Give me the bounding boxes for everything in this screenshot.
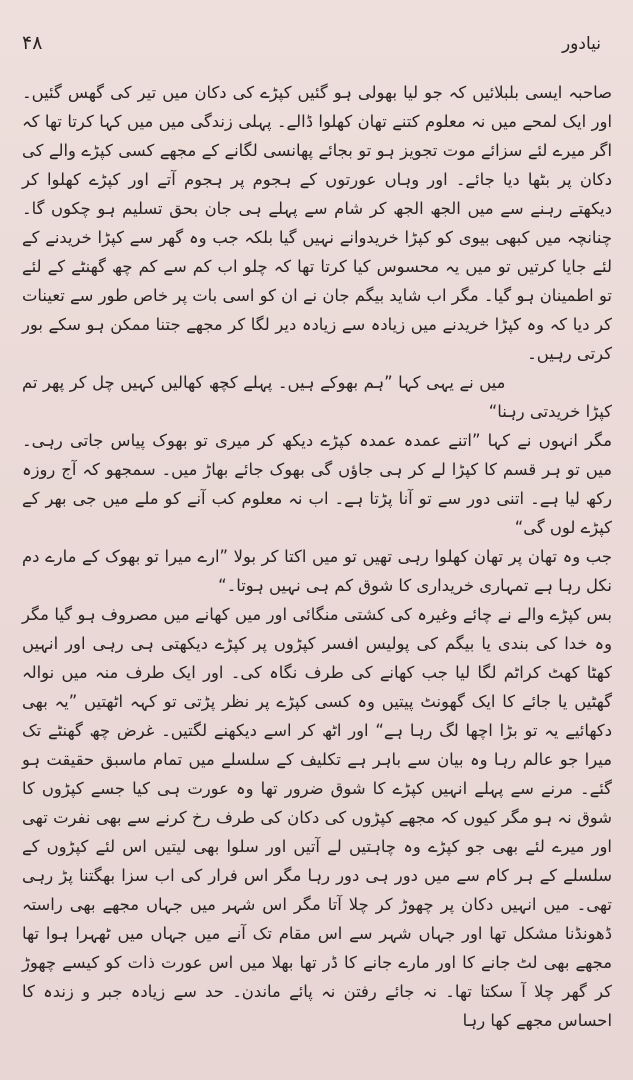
- body-text: [22, 78, 612, 1068]
- page-number: ۴۸: [22, 32, 43, 54]
- running-title: نیادور: [561, 34, 601, 54]
- paragraph: میں نے یہی کہا ”ہم بھوکے ہیں۔ پہلے کچھ کھالیں کہیں چل کر پھر تم کپڑا خریدتی رہنا“: [22, 373, 612, 421]
- paragraph: صاحبہ ایسی بلبلائیں کہ جو لیا بھولی ہو گئیں کپڑے کی دکان میں تیر کی گھس گئیں۔ اور ایک لمحے میں نہ معلوم کتنے تھان کھلوا ڈالے۔ پہلی زندگی میں میں کہا کرتا تھا کہ اگر میرے لئے سزائے موت تجویز ہو تو بجائے پھانسی لگانے کے مجھے کسی کپڑے والے کی دکان پر بٹھا دیا جائے۔ اور وہاں عورتوں کے ہجوم پر ہجوم آتے اور کپڑے کھلوا کر دیکھتے رہنے سے میں الجھ الجھ کر شام سے پہلے ہی جان بحق تسلیم ہو چکوں گا۔ چنانچہ میں کبھی بیوی کو کپڑا خریدوانے نہیں گیا بلکہ جب وہ گھر سے کپڑا خریدنے کے لئے جایا کرتیں تو میں یہ محسوس کیا کرتا تھا کہ چلو اب کم سے کم چھ گھنٹے کے لئے تو اطمینان ہو گیا۔ مگر اب شاید بیگم جان نے ان کو اسی بات پر خاص طور سے تعینات کر دیا کہ وہ کپڑا خریدنے میں زیادہ سے زیادہ دیر لگا کر مجھے جتنا ممکن ہو سکے بور کرتی رہیں۔: [22, 83, 612, 363]
- paragraph: مگر انہوں نے کہا ”اتنے عمدہ عمدہ کپڑے دیکھ کر میری تو بھوک پیاس جاتی رہی۔ میں تو ہر قسم کا کپڑا لے کر ہی جاؤں گی بھوک جائے بھاڑ میں۔ سمجھو کہ آج روزہ رکھ لیا ہے۔ اتنی دور سے تو آنا پڑتا ہے۔ اب نہ معلوم کب آنے کو ملے میں جی بھر کے کپڑے لوں گی“: [22, 431, 612, 537]
- paragraph: جب وہ تھان پر تھان کھلوا رہی تھیں تو میں اکتا کر بولا ”ارے میرا تو بھوک کے مارے دم نکل رہا ہے تمہاری خریداری کا شوق کم ہی نہیں ہوتا۔“: [22, 547, 612, 595]
- paragraph: بس کپڑے والے نے چائے وغیرہ کی کشتی منگائی اور میں کھانے میں مصروف ہو گیا مگر وہ خدا کی بندی یا بیگم کی پولیس افسر کپڑوں پر کپڑے دیکھتی ہی رہی اور انہیں کھٹا کھٹ کراٹم لگا لیا جب کھانے کی طرف نگاہ کی۔ اور ایک طرف منہ میں نوالہ گھٹیں یا جائے کا ایک گھونٹ پیتیں وہ کسی کپڑے پر نظر پڑتی تو کہہ اٹھتیں ”یہ بھی دکھائیے یہ تو بڑا اچھا لگ رہا ہے“ اور اٹھ کر اسے دیکھنے لگتیں۔ غرض چھ گھنٹے تک میرا جو عالم رہا وہ بیان سے باہر ہے تکلیف کے سلسلے میں تمام ماسبق حقیقت ہو گئے۔ مرنے سے پہلے انہیں کپڑے کا شوق ضرور تھا وہ عورت ہی کیا جسے کپڑوں کا شوق نہ ہو مگر کیوں کہ مجھے کپڑوں کی دکان کی طرف رخ کرنے سے بھی نفرت تھی اور میرے لئے بھی جو کپڑے وہ چاہتیں لے آتیں اور سلوا بھی لیتیں اس لئے کپڑوں کے سلسلے کے ہر کام سے میں دور ہی دور رہا مگر اس فرار کی اب سزا بھگتنا پڑ رہی تھی۔ میں انہیں دکان پر چھوڑ کر چلا آتا مگر اس شہر میں جہاں مجھے بھی راستہ ڈھونڈنا مشکل تھا اور جہاں شہر سے اس مقام تک آنے میں جہاں میں ٹھہرا ہوا تھا مجھے بھی لٹ جانے کا اور مارے جانے کا ڈر تھا بھلا میں اس عورت ذات کو کیسے چھوڑ کر گھر چلا آ سکتا تھا۔ نہ جائے رفتن نہ پائے ماندن۔ حد سے زیادہ جبر و زندہ کا احساس مجھے کھا رہا: [22, 605, 612, 1030]
